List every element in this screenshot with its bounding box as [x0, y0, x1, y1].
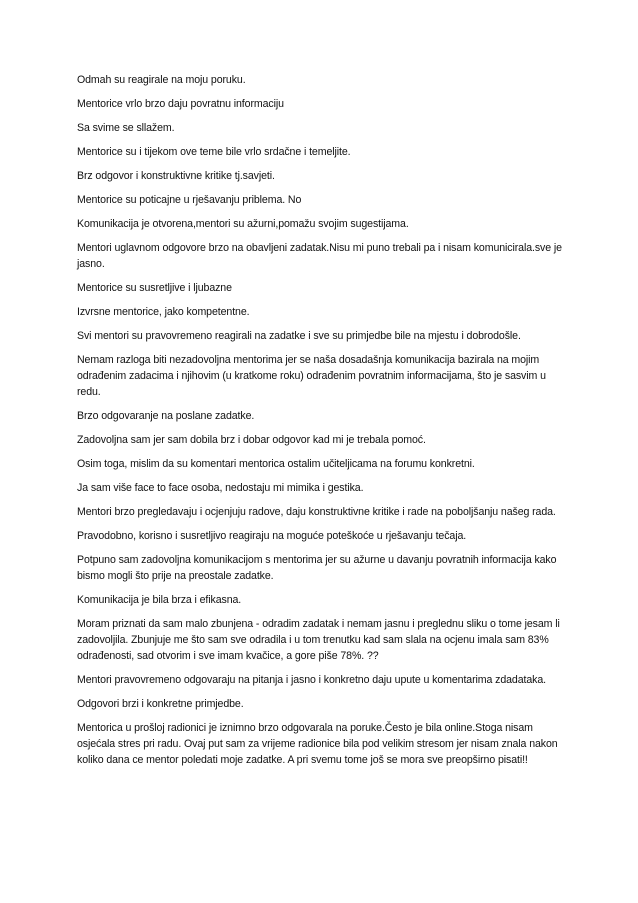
paragraph: Sa svime se sllažem. [77, 122, 175, 134]
paragraph: Pravodobno, korisno i susretljivo reagiraju na moguće poteškoće u rješavanju tečaja. [77, 530, 467, 542]
paragraph: Svi mentori su pravovremeno reagirali na zadatke i sve su primjedbe bile na mjestu i dobrodošle. [77, 330, 521, 342]
paragraph: Brzo odgovaranje na poslane zadatke. [77, 410, 255, 422]
paragraph: Zadovoljna sam jer sam dobila brz i dobar odgovor kad mi je trebala pomoć. [77, 434, 426, 446]
paragraph: Mentorice su poticajne u rješavanju priblema. No [77, 194, 302, 206]
paragraph: Komunikacija je otvorena,mentori su ažurni,pomažu svojim sugestijama. [77, 218, 409, 230]
paragraph: Potpuno sam zadovoljna komunikacijom s mentorima jer su ažurne u davanju povratnih informacija kako bismo mogli što prije na preostale zadatke. [77, 554, 557, 582]
paragraph: Mentori pravovremeno odgovaraju na pitanja i jasno i konkretno daju upute u komentarima zdadataka. [77, 674, 546, 686]
paragraph: Odgovori brzi i konkretne primjedbe. [77, 698, 244, 710]
paragraph: Izvrsne mentorice, jako kompetentne. [77, 306, 250, 318]
paragraph: Odmah su reagirale na moju poruku. [77, 74, 246, 86]
paragraph: Nemam razloga biti nezadovoljna mentorima jer se naša dosadašnja komunikacija bazirala na mojim odrađenim zadacima i njihovim (u kratkome roku) odrađenim povratnim informacijama, što je sasvim u redu. [77, 354, 546, 398]
paragraph: Mentori brzo pregledavaju i ocjenjuju radove, daju konstruktivne kritike i rade na poboljšanju našeg rada. [77, 506, 556, 518]
paragraph: Mentorice vrlo brzo daju povratnu informaciju [77, 98, 284, 110]
paragraph: Ja sam više face to face osoba, nedostaju mi mimika i gestika. [77, 482, 364, 494]
paragraph: Mentorica u prošloj radionici je iznimno brzo odgovarala na poruke.Često je bila online.Stoga nisam osjećala stres pri radu. Ovaj put sam za vrijeme radionice bila pod velikim stresom jer nisam znala nakon koliko dana ce mentor poledati moje zadatke. A pri svemu tome još se mora sve preopširno pisati!! [77, 722, 558, 766]
paragraph: Komunikacija je bila brza i efikasna. [77, 594, 242, 606]
paragraph: Osim toga, mislim da su komentari mentorica ostalim učiteljicama na forumu konkretni. [77, 458, 475, 470]
paragraph: Mentorice su i tijekom ove teme bile vrlo srdačne i temeljite. [77, 146, 351, 158]
paragraph: Brz odgovor i konstruktivne kritike tj.savjeti. [77, 170, 275, 182]
paragraph: Mentorice su susretljive i ljubazne [77, 282, 232, 294]
paragraph: Mentori uglavnom odgovore brzo na obavljeni zadatak.Nisu mi puno trebali pa i nisam komunicirala.sve je jasno. [77, 242, 562, 270]
paragraph: Moram priznati da sam malo zbunjena - odradim zadatak i nemam jasnu i preglednu sliku o tome jesam li zadovoljila. Zbunjuje me što sam sve odradila i u tom trenutku kad sam slala na ocjenu imala sam 83% odrađenosti, sad otvorim i sve imam kvačice, a gore piše 78%. ?? [77, 618, 560, 662]
